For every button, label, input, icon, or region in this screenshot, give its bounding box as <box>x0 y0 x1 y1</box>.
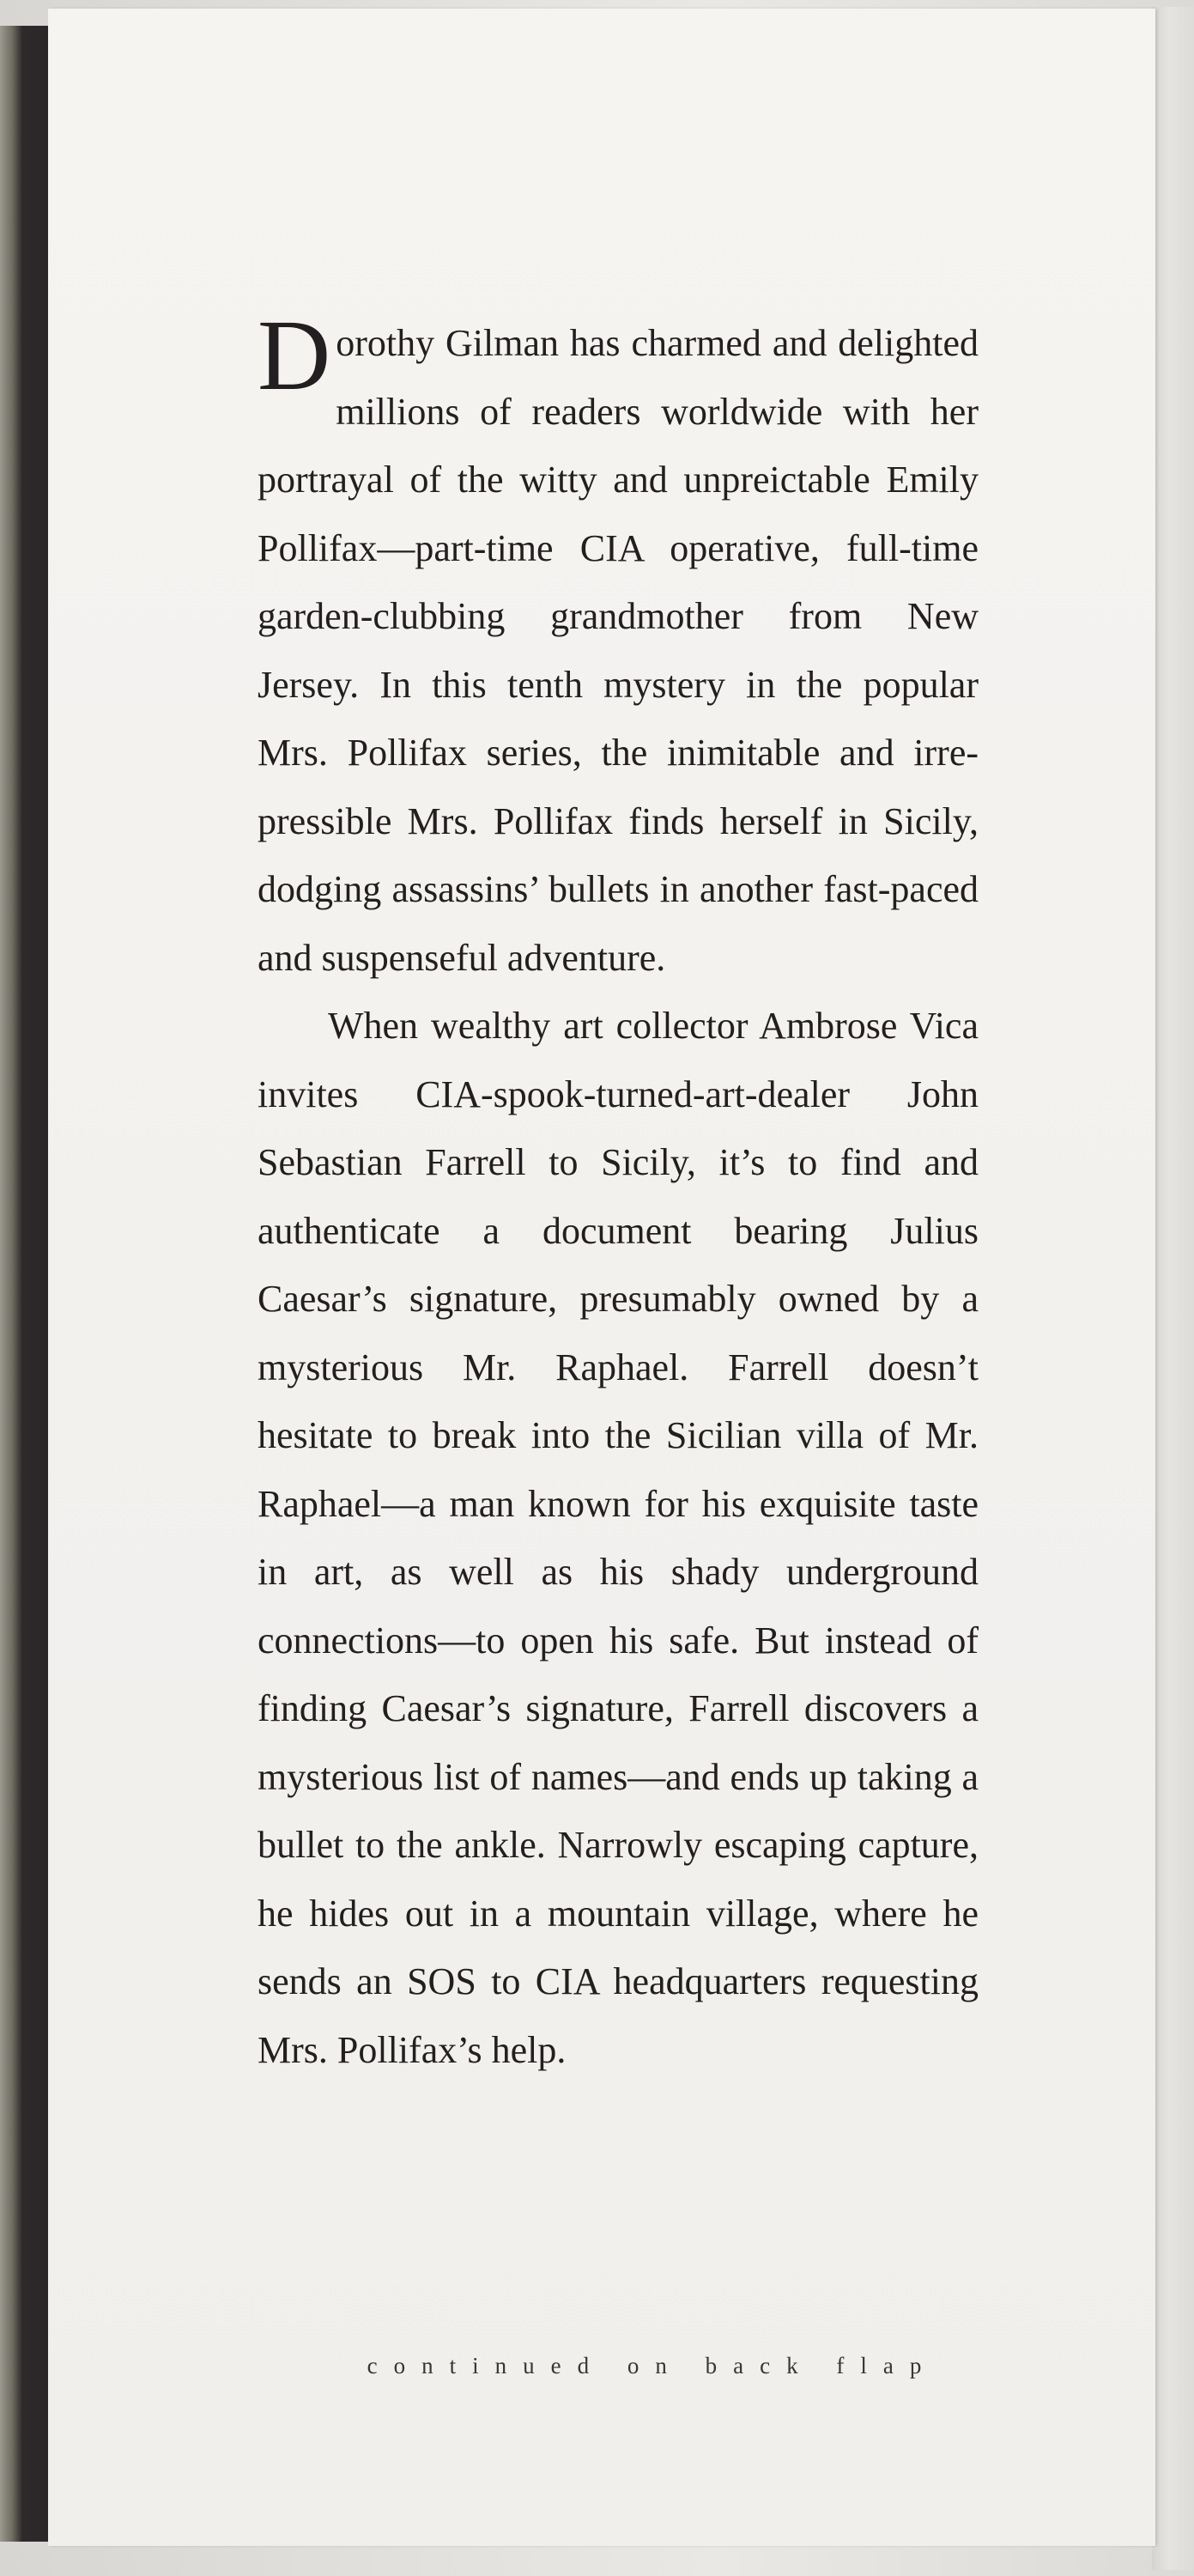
page-right-edge <box>1152 7 1194 2570</box>
flap-copy <box>258 299 979 2084</box>
paragraph-intro-text: orothy Gilman has charmed and delighted millions of readers worldwide with her portrayal of the witty and unpreictable Emily Pollifax—part-time CIA operative, full-time garden-clubbing grandmother from New Jersey. In this tenth mystery in the popular Mrs. Pollifax series, the inimitable and irrepressible Mrs. Pollifax finds herself in Sicily, dodging assassins’ bullets in another fast-paced and suspenseful adventure. <box>258 322 979 979</box>
continued-note: continued on back flap <box>367 2353 938 2379</box>
drop-cap: D <box>258 299 331 411</box>
jacket-spine-edge <box>0 26 53 2542</box>
paragraph-intro <box>258 299 979 992</box>
paragraph-plot: When wealthy art collector Ambrose Vica invites CIA-spook-turned-art-dealer John Sebastian Farrell to Sicily, it’s to find and authenticate a document bearing Julius Caesar’s signature, presumably owned by a mysterious Mr. Raphael. Farrell doesn’t hesitate to break into the Sicilian villa of Mr. Raphael—a man known for his exquisite taste in art, as well as his shady underground connections—to open his safe. But instead of finding Caesar’s signature, Farrell discovers a mysterious list of names—and ends up taking a bullet to the ankle. Narrowly escaping capture, he hides out in a mountain village, where he sends an SOS to CIA headquarters requesting Mrs. Pollifax’s help. <box>258 1005 979 2071</box>
